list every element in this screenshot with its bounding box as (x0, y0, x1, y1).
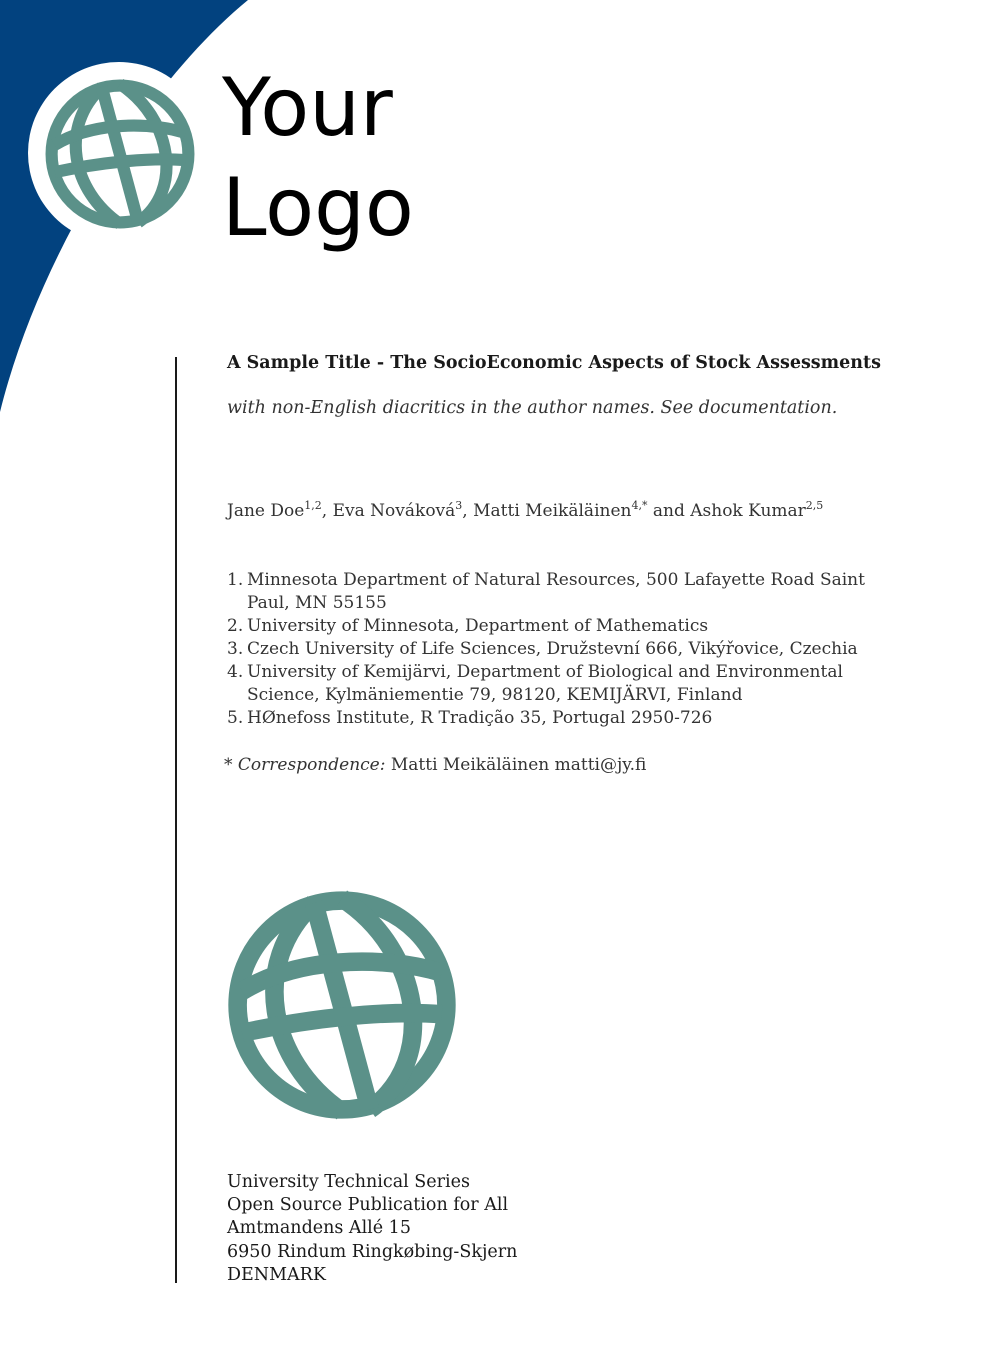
author-name: Ashok Kumar (690, 501, 806, 521)
logo-line-2: Logo (222, 161, 414, 254)
author-list (227, 500, 887, 523)
correspondence-line (224, 754, 887, 777)
affiliation-item (227, 661, 887, 707)
author-separator: , (462, 501, 474, 521)
publisher-country: DENMARK (227, 1264, 326, 1285)
logo-text (222, 58, 414, 258)
author-affiliation-marker: 1,2 (304, 499, 322, 512)
author-name: Jane Doe (227, 501, 305, 521)
vertical-rule (175, 357, 177, 1283)
author-affiliation-marker: 3 (455, 499, 463, 512)
affiliation-text: Minnesota Department of Natural Resources, 500 Lafayette Road Saint Paul, MN 55155 (247, 570, 865, 613)
publisher-series: University Technical Series (227, 1172, 470, 1192)
globe-icon (44, 78, 196, 230)
publisher-city: 6950 Rindum Ringkøbing-Skjern (227, 1241, 518, 1262)
author-name: Eva Nováková (332, 501, 456, 521)
affiliation-item (227, 707, 887, 730)
author-affiliation-marker: 2,5 (805, 499, 824, 512)
correspondence-label: Correspondence: (237, 755, 386, 775)
globe-icon (226, 889, 458, 1121)
affiliation-item (227, 615, 887, 638)
affiliation-number: 1. (227, 570, 244, 590)
correspondence-marker: * (224, 755, 233, 775)
affiliation-item (227, 638, 887, 661)
affiliation-list (227, 569, 887, 730)
publisher-tagline: Open Source Publication for All (227, 1195, 509, 1216)
document-title: A Sample Title - The SocioEconomic Aspects of Stock Assessments (227, 353, 881, 373)
publisher-street: Amtmandens Allé 15 (227, 1218, 411, 1239)
document-subtitle: with non-English diacritics in the author names. See documentation. (227, 398, 838, 418)
affiliation-text: University of Kemijärvi, Department of Biological and Environmental Science, Kylmäniementie 79, 98120, KEMIJÄRVI, Finland (247, 662, 843, 705)
title-block (224, 352, 887, 777)
affiliation-text: University of Minnesota, Department of Mathematics (247, 616, 709, 636)
logo-line-1: Your (222, 61, 393, 154)
affiliation-number: 5. (227, 708, 244, 728)
author-name: Matti Meikäläinen (473, 501, 632, 521)
author-affiliation-marker: 4,* (631, 499, 648, 512)
author-separator: , (321, 501, 333, 521)
correspondence-email[interactable]: matti@jy.fi (554, 755, 647, 775)
affiliation-number: 2. (227, 616, 244, 636)
affiliation-text: Czech University of Life Sciences, Družstevní 666, Vikýřovice, Czechia (247, 639, 858, 659)
correspondence-name: Matti Meikäläinen (390, 755, 550, 775)
affiliation-item (227, 569, 887, 615)
affiliation-text: HØnefoss Institute, R Tradição 35, Portugal 2950-726 (247, 708, 713, 728)
affiliation-number: 3. (227, 639, 244, 659)
publisher-address (227, 1171, 517, 1287)
author-separator: and (647, 501, 691, 521)
affiliation-number: 4. (227, 662, 244, 682)
